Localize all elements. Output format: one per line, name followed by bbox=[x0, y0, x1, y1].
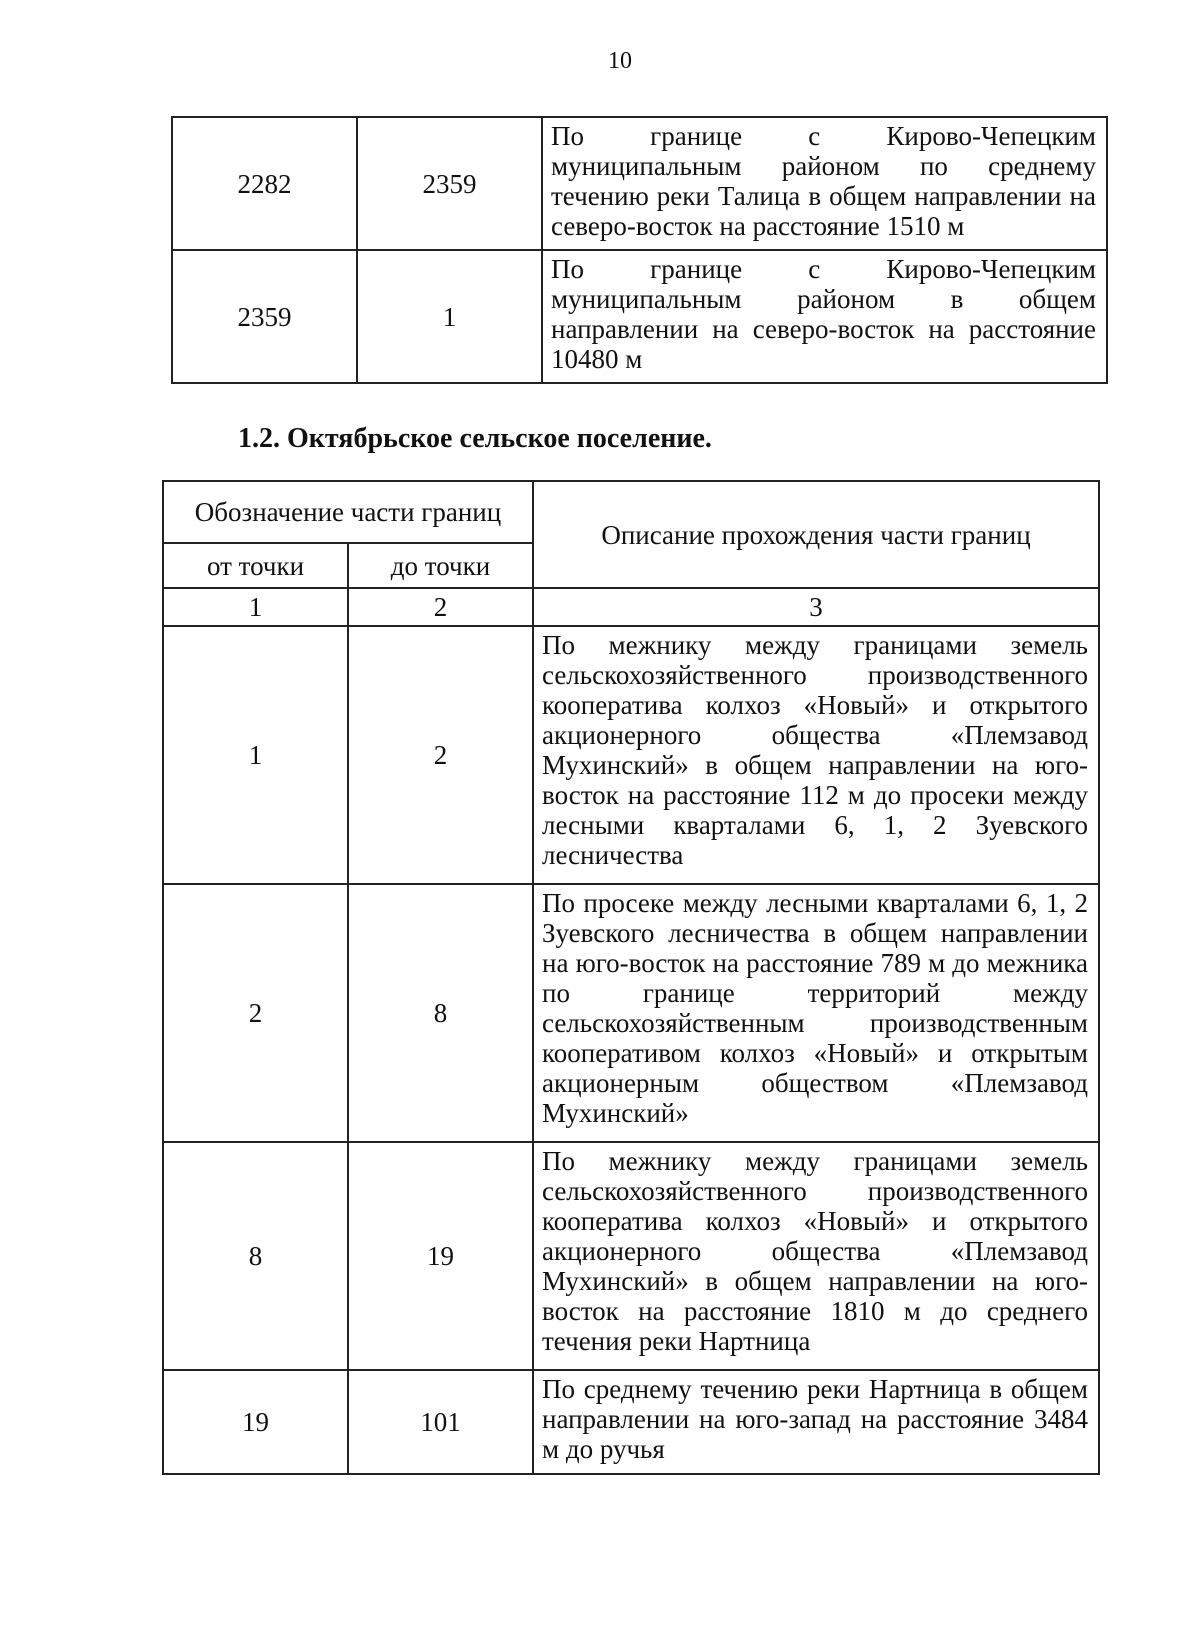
table-row bbox=[163, 1370, 1099, 1474]
to-point-cell: 2359 bbox=[357, 117, 542, 250]
description-cell: По межнику между границами земель сельскохозяйственного производственного кооператива колхоз «Новый» и открытого акционерного общества «Племзавод Мухинский» в общем направлении на юго-восток на расстояние 1810 м до среднего течения реки Нартница bbox=[533, 1142, 1099, 1370]
to-point-cell: 19 bbox=[348, 1142, 533, 1370]
boundary-table-continued bbox=[171, 116, 1108, 384]
description-cell: По границе с Кирово-Чепецким муниципальным районом по среднему течению реки Талица в общем направлении на северо-восток на расстояние 1510 м bbox=[542, 117, 1107, 250]
to-point-cell: 1 bbox=[357, 250, 542, 383]
from-point-cell: 19 bbox=[163, 1370, 348, 1474]
from-point-cell: 2 bbox=[163, 884, 348, 1142]
description-cell: По границе с Кирово-Чепецким муниципальным районом в общем направлении на северо-восток на расстояние 10480 м bbox=[542, 250, 1107, 383]
to-point-cell: 2 bbox=[348, 626, 533, 884]
page-number: 10 bbox=[608, 48, 632, 74]
table-row bbox=[163, 626, 1099, 884]
column-number: 3 bbox=[533, 588, 1099, 626]
header-description: Описание прохождения части границ bbox=[533, 481, 1099, 588]
table-row bbox=[172, 250, 1107, 383]
column-number: 2 bbox=[348, 588, 533, 626]
table-row bbox=[163, 1142, 1099, 1370]
description-cell: По просеке между лесными кварталами 6, 1, 2 Зуевского лесничества в общем направлении на юго-восток на расстояние 789 м до межника по границе территорий между сельскохозяйственным производственным кооперативом колхоз «Новый» и открытым акционерным обществом «Племзавод Мухинский» bbox=[533, 884, 1099, 1142]
to-point-cell: 8 bbox=[348, 884, 533, 1142]
table-row bbox=[172, 117, 1107, 250]
table-row bbox=[163, 884, 1099, 1142]
from-point-cell: 2282 bbox=[172, 117, 357, 250]
from-point-cell: 1 bbox=[163, 626, 348, 884]
description-cell: По среднему течению реки Нартница в общем направлении на юго-запад на расстояние 3484 м до ручья bbox=[533, 1370, 1099, 1474]
from-point-cell: 8 bbox=[163, 1142, 348, 1370]
section-heading: 1.2. Октябрьское сельское поселение. bbox=[238, 423, 712, 454]
boundary-table bbox=[162, 480, 1100, 1475]
description-cell: По межнику между границами земель сельскохозяйственного производственного кооператива колхоз «Новый» и открытого акционерного общества «Племзавод Мухинский» в общем направлении на юго-восток на расстояние 112 м до просеки между лесными кварталами 6, 1, 2 Зуевского лесничества bbox=[533, 626, 1099, 884]
header-from-point: от точки bbox=[163, 543, 348, 588]
column-number: 1 bbox=[163, 588, 348, 626]
from-point-cell: 2359 bbox=[172, 250, 357, 383]
header-boundary-designation: Обозначение части границ bbox=[163, 481, 533, 543]
to-point-cell: 101 bbox=[348, 1370, 533, 1474]
header-to-point: до точки bbox=[348, 543, 533, 588]
